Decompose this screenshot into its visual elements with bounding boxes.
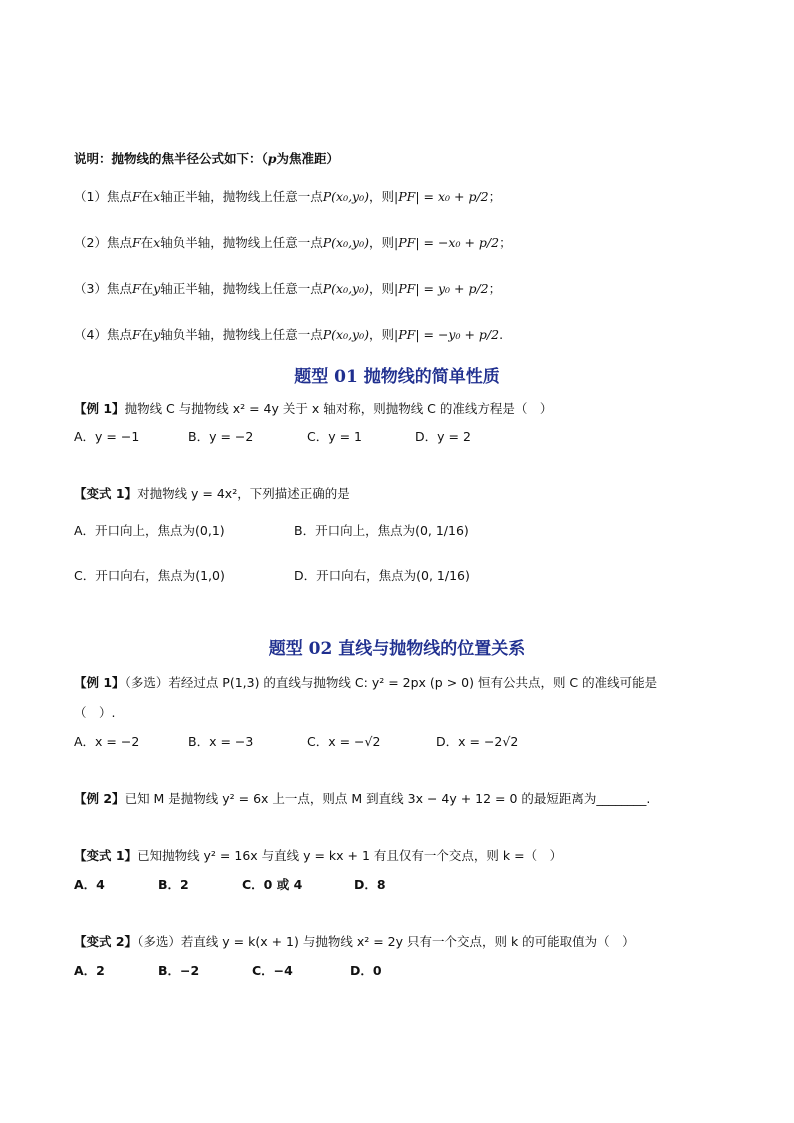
formula-text: ，则 bbox=[369, 189, 395, 204]
axis-symbol: y bbox=[153, 281, 161, 296]
formula-text: 轴负半轴，抛物线上任意一点 bbox=[160, 235, 323, 250]
option-d[interactable]: D．开口向右，焦点为(0, 1/16) bbox=[294, 568, 470, 583]
point-symbol: P(x₀,y₀) bbox=[322, 235, 370, 250]
formula-note bbox=[74, 148, 734, 170]
section-title-2: 题型 02 直线与抛物线的位置关系 bbox=[268, 639, 526, 659]
formula-end: . bbox=[499, 327, 504, 342]
option-c[interactable]: C．x = −√2 bbox=[307, 734, 381, 749]
formula-text: ，则 bbox=[369, 327, 395, 342]
formula-text: 在 bbox=[140, 189, 154, 204]
option-b[interactable]: B．x = −3 bbox=[188, 734, 254, 749]
formula-text: ，则 bbox=[369, 235, 395, 250]
question-tag: 【例 2】 bbox=[74, 791, 125, 806]
question-text: 已知抛物线 y² = 16x 与直线 y = kx + 1 有且仅有一个交点，则 k =（ ） bbox=[137, 848, 563, 863]
formula-prefix: （4）焦点 bbox=[74, 327, 132, 342]
option-c[interactable]: C．0 或 4 bbox=[242, 877, 303, 892]
formula-end: ； bbox=[488, 281, 502, 296]
option-a[interactable]: A．2 bbox=[74, 963, 105, 978]
formula-equation: |PF| = −x₀ + p/2 bbox=[394, 235, 500, 250]
option-a[interactable]: A．y = −1 bbox=[74, 429, 140, 444]
option-b[interactable]: B．开口向上，焦点为(0, 1/16) bbox=[294, 523, 469, 538]
question-tag: 【变式 1】 bbox=[74, 848, 138, 863]
s2-example-2-question bbox=[74, 788, 734, 810]
formula-end: ； bbox=[488, 189, 502, 204]
formula-text: 在 bbox=[140, 327, 154, 342]
point-symbol: P(x₀,y₀) bbox=[322, 189, 370, 204]
formula-text: 轴负半轴，抛物线上任意一点 bbox=[160, 327, 323, 342]
option-d[interactable]: D．8 bbox=[354, 877, 386, 892]
point-symbol: P(x₀,y₀) bbox=[322, 281, 370, 296]
option-b[interactable]: B．2 bbox=[158, 877, 189, 892]
formula-line-4 bbox=[74, 324, 734, 346]
formula-text: 在 bbox=[140, 281, 154, 296]
axis-symbol: y bbox=[153, 327, 161, 342]
option-a[interactable]: A．x = −2 bbox=[74, 734, 140, 749]
axis-symbol: x bbox=[153, 235, 161, 250]
option-d[interactable]: D．0 bbox=[350, 963, 382, 978]
formula-text: 轴正半轴，抛物线上任意一点 bbox=[160, 281, 323, 296]
option-a[interactable]: A．4 bbox=[74, 877, 105, 892]
formula-line-3 bbox=[74, 278, 734, 300]
formula-line-2 bbox=[74, 232, 734, 254]
option-b[interactable]: B．y = −2 bbox=[188, 429, 254, 444]
section-title-1: 题型 01 抛物线的简单性质 bbox=[294, 367, 500, 387]
formula-text: ，则 bbox=[369, 281, 395, 296]
option-d[interactable]: D．x = −2√2 bbox=[436, 734, 519, 749]
note-p: p bbox=[267, 151, 277, 166]
question-tag: 【变式 1】 bbox=[74, 486, 138, 501]
s2-example-1-question bbox=[74, 672, 734, 694]
formula-line-1 bbox=[74, 186, 734, 208]
question-tag: 【例 1】 bbox=[74, 401, 125, 416]
question-text: （多选）若经过点 P(1,3) 的直线与抛物线 C: y² = 2px (p > 0) 恒有公共点，则 C 的准线可能是 bbox=[124, 675, 658, 690]
question-text: 已知 M 是抛物线 y² = 6x 上一点，则点 M 到直线 3x − 4y + 12 = 0 的最短距离为________. bbox=[124, 791, 651, 806]
formula-end: ； bbox=[499, 235, 512, 250]
variant-1-question bbox=[74, 483, 734, 505]
s2-variant-2-question bbox=[74, 931, 734, 953]
formula-text: 轴正半轴，抛物线上任意一点 bbox=[160, 189, 323, 204]
s2-example-1-question-cont: （ ）. bbox=[74, 705, 116, 720]
formula-text: 在 bbox=[140, 235, 154, 250]
focus-symbol: F bbox=[131, 327, 141, 342]
formula-equation: |PF| = y₀ + p/2 bbox=[394, 281, 489, 296]
question-text: （多选）若直线 y = k(x + 1) 与抛物线 x² = 2y 只有一个交点，则 k 的可能取值为（ ） bbox=[137, 934, 635, 949]
axis-symbol: x bbox=[153, 189, 161, 204]
example-1-question bbox=[74, 398, 734, 420]
question-tag: 【变式 2】 bbox=[74, 934, 138, 949]
option-c[interactable]: C．y = 1 bbox=[307, 429, 362, 444]
formula-equation: |PF| = x₀ + p/2 bbox=[394, 189, 489, 204]
question-text: 抛物线 C 与抛物线 x² = 4y 关于 x 轴对称，则抛物线 C 的准线方程是（ ） bbox=[124, 401, 553, 416]
focus-symbol: F bbox=[131, 281, 141, 296]
question-text: 对抛物线 y = 4x²，下列描述正确的是 bbox=[137, 486, 350, 501]
option-c[interactable]: C．开口向右，焦点为(1,0) bbox=[74, 568, 225, 583]
option-c[interactable]: C．−4 bbox=[252, 963, 293, 978]
question-tag: 【例 1】 bbox=[74, 675, 125, 690]
formula-prefix: （1）焦点 bbox=[74, 189, 132, 204]
focus-symbol: F bbox=[131, 189, 141, 204]
s2-variant-1-question bbox=[74, 845, 734, 867]
formula-prefix: （3）焦点 bbox=[74, 281, 132, 296]
point-symbol: P(x₀,y₀) bbox=[322, 327, 370, 342]
focus-symbol: F bbox=[131, 235, 141, 250]
formula-equation: |PF| = −y₀ + p/2 bbox=[394, 327, 500, 342]
note-label: 说明：抛物线的焦半径公式如下：（ bbox=[74, 151, 268, 166]
note-label-end: 为焦准距） bbox=[276, 151, 340, 166]
option-d[interactable]: D．y = 2 bbox=[415, 429, 471, 444]
option-b[interactable]: B．−2 bbox=[158, 963, 200, 978]
option-a[interactable]: A．开口向上，焦点为(0,1) bbox=[74, 523, 225, 538]
formula-prefix: （2）焦点 bbox=[74, 235, 132, 250]
